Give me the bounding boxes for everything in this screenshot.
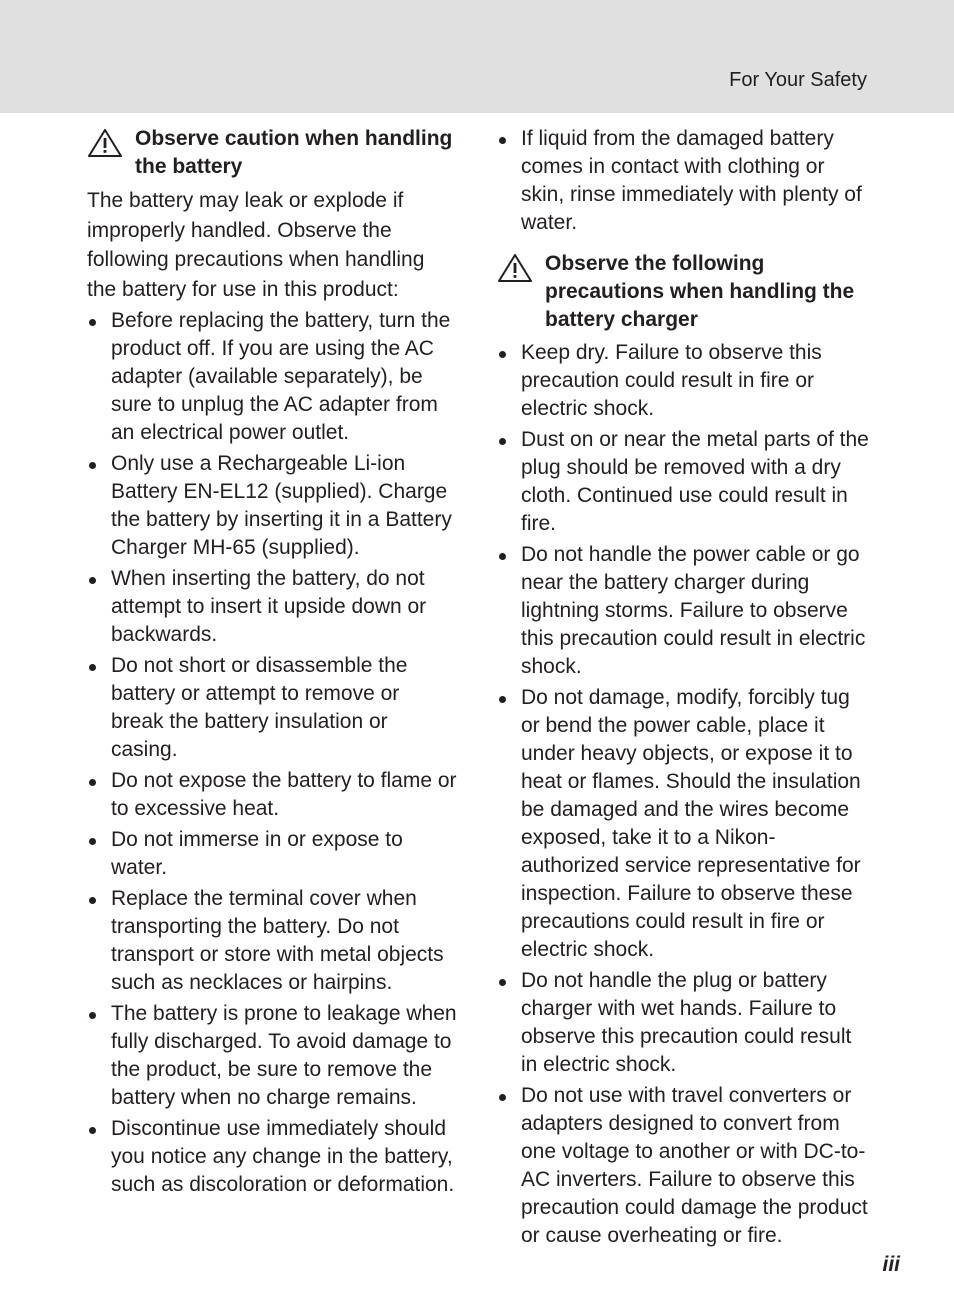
heading-text: Observe the following precautions when handling the battery charger	[545, 252, 855, 331]
list-item-text: Replace the terminal cover when transporting the battery. Do not transport or store with metal objects such as necklaces or hairpins.	[111, 887, 444, 994]
list-item	[87, 307, 457, 447]
bullet-icon	[499, 696, 506, 703]
header-band	[0, 0, 954, 113]
charger-precautions-list	[497, 339, 869, 1250]
list-item	[87, 1000, 457, 1112]
list-item-text: Keep dry. Failure to observe this precaution could result in fire or electric shock.	[521, 341, 822, 420]
bullet-icon	[89, 897, 96, 904]
list-item	[497, 541, 869, 681]
section-title: For Your Safety	[729, 69, 867, 91]
list-item	[87, 652, 457, 764]
list-item-text: Only use a Rechargeable Li-ion Battery EN-EL12 (supplied). Charge the battery by inserting it in a Battery Charger MH-65 (supplied).	[111, 452, 452, 559]
bullet-icon	[89, 1012, 96, 1019]
list-item	[497, 684, 869, 964]
intro-paragraph: The battery may leak or explode if improperly handled. Observe the following precautions when handling the battery for use in this product:	[87, 189, 425, 301]
bullet-icon	[499, 979, 506, 986]
bullet-icon	[499, 137, 506, 144]
list-item-text: The battery is prone to leakage when fully discharged. To avoid damage to the product, be sure to remove the battery when no charge remains.	[111, 1002, 457, 1109]
list-item-text: Do not short or disassemble the battery or attempt to remove or break the battery insulation or casing.	[111, 654, 408, 761]
heading-text: Observe caution when handling the battery	[135, 127, 453, 178]
list-item	[87, 1115, 457, 1199]
bullet-icon	[89, 838, 96, 845]
list-item	[497, 125, 869, 237]
list-item	[497, 339, 869, 423]
list-item-text: Do not use with travel converters or adapters designed to convert from one voltage to another or with DC-to-AC inverters. Failure to observe this precaution could damage the product or cause overheating or fire.	[521, 1084, 868, 1247]
bullet-icon	[89, 1127, 96, 1134]
list-item	[87, 885, 457, 997]
list-item-text: Do not damage, modify, forcibly tug or bend the power cable, place it under heavy objects, or expose it to heat or flames. Should the insulation be damaged and the wires become exposed, take it to a Nikon-authorized service representative for inspection. Failure to observe these precautions could result in fire or electric shock.	[521, 686, 861, 961]
bullet-icon	[499, 553, 506, 560]
list-item-text: Do not immerse in or expose to water.	[111, 828, 403, 879]
list-item-text: Before replacing the battery, turn the product off. If you are using the AC adapter (available separately), be sure to unplug the AC adapter from an electrical power outlet.	[111, 309, 451, 444]
list-item	[87, 767, 457, 823]
list-item	[497, 426, 869, 538]
bullet-icon	[89, 462, 96, 469]
list-item-text: Do not handle the power cable or go near the battery charger during lightning storms. Failure to observe this precaution could result in electric shock.	[521, 543, 866, 678]
page-number: iii	[882, 1253, 900, 1276]
bullet-icon	[89, 319, 96, 326]
list-item-text: Do not expose the battery to flame or to excessive heat.	[111, 769, 457, 820]
bullet-icon	[499, 438, 506, 445]
bullet-icon	[499, 351, 506, 358]
warning-triangle-icon	[497, 253, 533, 283]
charger-caution-heading	[497, 250, 869, 334]
bullet-icon	[89, 664, 96, 671]
list-item-text: Discontinue use immediately should you notice any change in the battery, such as discoloration or deformation.	[111, 1117, 455, 1196]
list-item	[87, 450, 457, 562]
list-item-text: Do not handle the plug or battery charger with wet hands. Failure to observe this precaution could result in electric shock.	[521, 969, 852, 1076]
list-item	[497, 1082, 869, 1250]
list-item	[87, 826, 457, 882]
list-item-text: Dust on or near the metal parts of the plug should be removed with a dry cloth. Continued use could result in fire.	[521, 428, 869, 535]
warning-triangle-icon	[87, 128, 123, 158]
bullet-icon	[89, 577, 96, 584]
left-column	[87, 125, 457, 1202]
bullet-icon	[499, 1094, 506, 1101]
list-item	[87, 565, 457, 649]
battery-precautions-continued-list	[497, 125, 869, 237]
bullet-icon	[89, 779, 96, 786]
battery-caution-heading	[87, 125, 457, 181]
list-item	[497, 967, 869, 1079]
right-column	[497, 125, 869, 1253]
list-item-text: If liquid from the damaged battery comes in contact with clothing or skin, rinse immediately with plenty of water.	[521, 127, 862, 234]
battery-precautions-list	[87, 307, 457, 1199]
list-item-text: When inserting the battery, do not attempt to insert it upside down or backwards.	[111, 567, 427, 646]
